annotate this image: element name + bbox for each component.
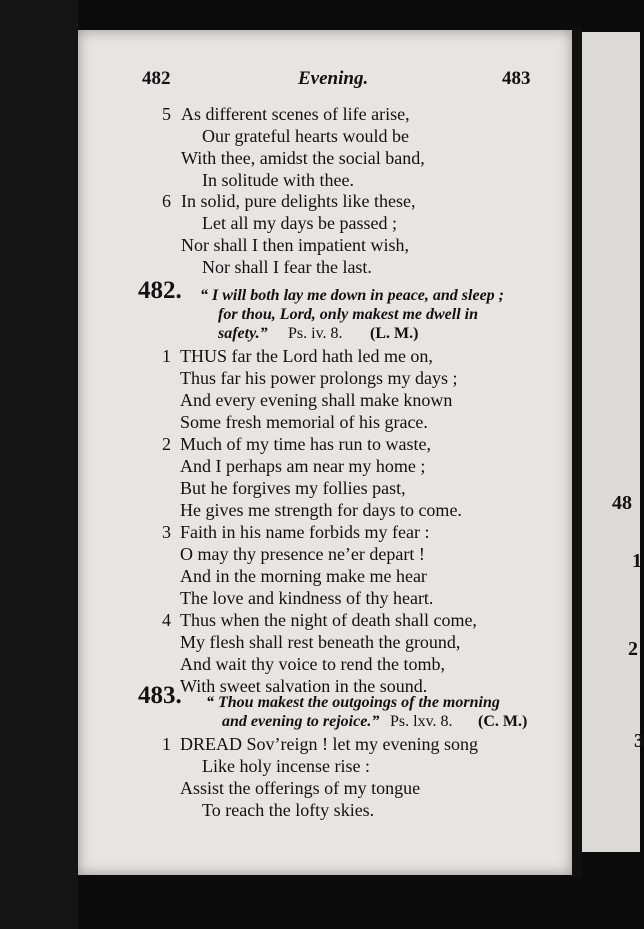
- epigraph-line: “ I will both lay me down in peace, and sleep ;: [200, 287, 504, 304]
- verse-line: DREAD Sov’reign ! let my evening song: [180, 734, 478, 754]
- verse-line: Faith in his name forbids my fear :: [180, 522, 430, 542]
- verse-line: In solitude with thee.: [202, 170, 354, 190]
- verse-line: Nor shall I fear the last.: [202, 257, 372, 277]
- verse-line: Thus far his power prolongs my days ;: [180, 368, 458, 388]
- facing-page: [582, 32, 644, 852]
- hymn-number: 482.: [138, 277, 182, 304]
- verse-line: But he forgives my follies past,: [180, 478, 406, 498]
- stanza-number: 6: [162, 191, 171, 211]
- meter: (L. M.): [370, 325, 419, 342]
- epigraph-line: and evening to rejoice.”: [222, 713, 380, 730]
- book-gutter: [572, 28, 582, 878]
- verse-line: To reach the lofty skies.: [202, 800, 375, 820]
- stanza-number: 5: [162, 104, 171, 124]
- verse-line: With thee, amidst the social band,: [181, 148, 425, 168]
- verse-line: Our grateful hearts would be: [202, 126, 409, 146]
- verse-line: O may thy presence ne’er depart !: [180, 544, 425, 564]
- verse-line: And in the morning make me hear: [180, 566, 427, 586]
- verse-line: With sweet salvation in the sound.: [180, 676, 428, 696]
- epigraph-line: “ Thou makest the outgoings of the morning: [206, 694, 500, 711]
- verse-line: My flesh shall rest beneath the ground,: [180, 632, 461, 652]
- facing-stanza-number: 2: [628, 638, 638, 660]
- scripture-reference: Ps. iv. 8.: [288, 325, 343, 342]
- stanza-number: 3: [162, 522, 171, 542]
- facing-stanza-number: 3: [634, 730, 644, 752]
- stanza-number: 1: [162, 734, 171, 754]
- verse-line: And every evening shall make known: [180, 390, 453, 410]
- verse-line: Much of my time has run to waste,: [180, 434, 431, 454]
- facing-hymn-number: 48: [612, 492, 632, 514]
- verse-line: Assist the offerings of my tongue: [180, 778, 421, 798]
- verse-line: THUS far the Lord hath led me on,: [180, 346, 433, 366]
- running-title: Evening.: [298, 68, 369, 89]
- verse-line: Nor shall I then impatient wish,: [181, 235, 409, 255]
- meter: (C. M.): [478, 713, 528, 730]
- verse-line: Thus when the night of death shall come,: [180, 610, 477, 630]
- facing-stanza-number: 1: [632, 550, 642, 572]
- stanza-number: 4: [162, 610, 171, 630]
- verse-line: Like holy incense rise :: [202, 756, 370, 776]
- page-number-right: 483: [502, 68, 531, 89]
- scan-left-edge: [0, 0, 78, 929]
- hymnal-page: [78, 30, 572, 875]
- hymn-number: 483.: [138, 682, 182, 709]
- verse-line: The love and kindness of thy heart.: [180, 588, 434, 608]
- verse-line: And I perhaps am near my home ;: [180, 456, 426, 476]
- page-number-left: 482: [142, 68, 171, 89]
- epigraph-line: safety.”: [218, 325, 268, 342]
- stanza-number: 2: [162, 434, 171, 454]
- verse-line: He gives me strength for days to come.: [180, 500, 462, 520]
- scripture-reference: Ps. lxv. 8.: [390, 713, 453, 730]
- epigraph-line: for thou, Lord, only makest me dwell in: [218, 306, 479, 323]
- verse-line: And wait thy voice to rend the tomb,: [180, 654, 445, 674]
- verse-line: As different scenes of life arise,: [181, 104, 410, 124]
- verse-line: Some fresh memorial of his grace.: [180, 412, 428, 432]
- verse-line: In solid, pure delights like these,: [181, 191, 416, 211]
- stanza-number: 1: [162, 346, 171, 366]
- verse-line: Let all my days be passed ;: [202, 213, 397, 233]
